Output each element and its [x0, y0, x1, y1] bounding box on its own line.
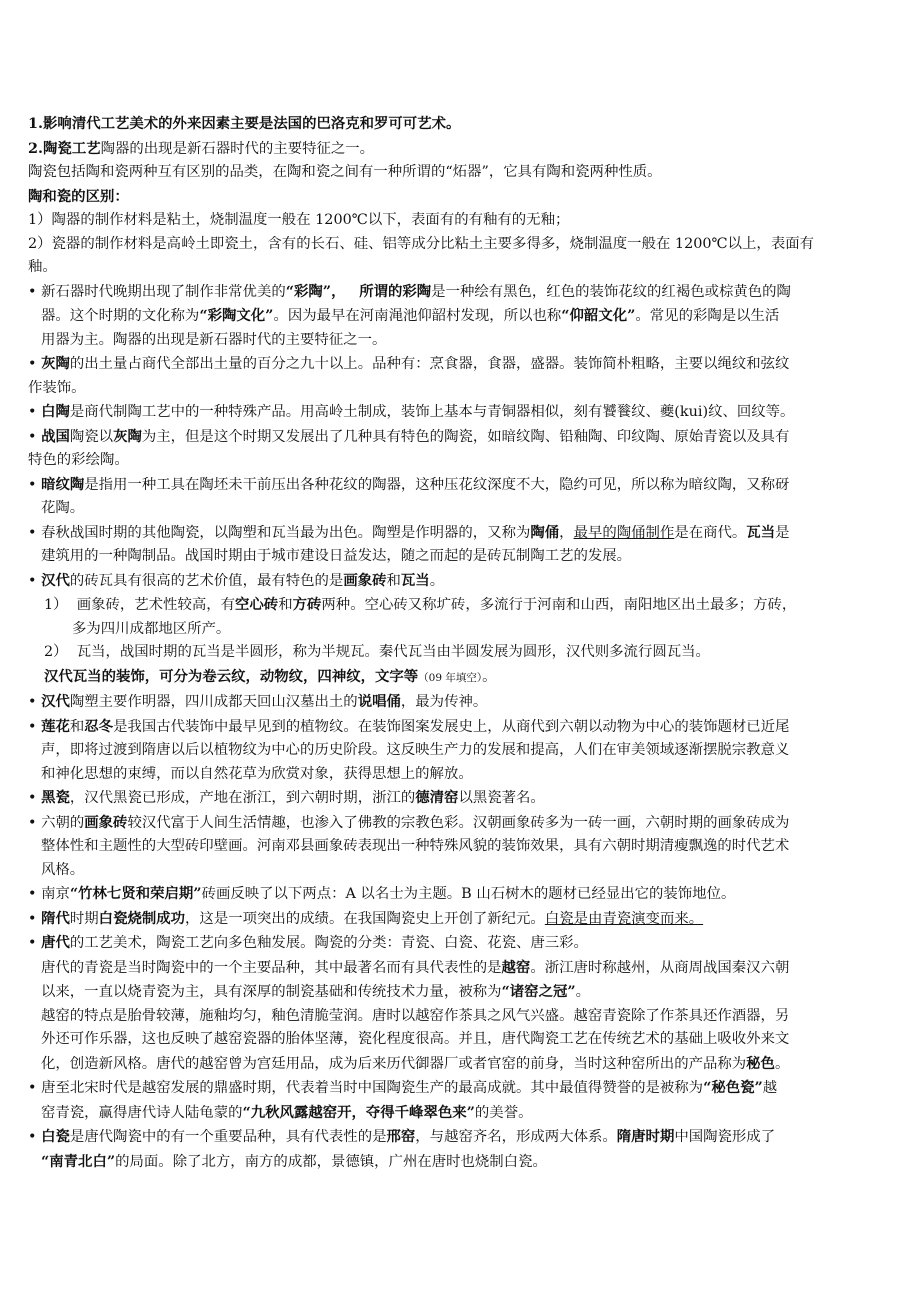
text-line-32 [28, 859, 890, 883]
bullet: • [28, 718, 37, 735]
text-line-43 [28, 1125, 890, 1150]
subheading: 陶和瓷的区别： [28, 187, 129, 205]
text-run: 。浙江唐时称越州，从商周战国秦汉六朝 [530, 959, 790, 976]
text-run: ，这是一项突出的成绩。在我国陶瓷史上开创了新纪元。 [185, 910, 545, 927]
text-line-28 [28, 763, 890, 787]
text-line-18 [28, 521, 890, 546]
text-line-22 [28, 618, 890, 642]
text-run: 中国陶瓷形成了 [674, 1129, 776, 1145]
bullet: • [28, 283, 37, 300]
bold-term: 灰陶 [41, 355, 70, 372]
bold-term: 黑瓷 [41, 789, 70, 806]
heading-text: 影响清代工艺美术的外来因素主要是法国的巴洛克和罗可可艺术。 [43, 115, 461, 132]
bold-term: 方砖 [292, 596, 322, 613]
text-run: 。常见的彩陶是以生活 [635, 308, 780, 324]
text-line-9 [28, 304, 890, 329]
bullet: • [28, 428, 37, 445]
bold-term: 空心砖 [235, 596, 279, 613]
text-line-37 [28, 980, 890, 1005]
bullet: • [28, 886, 37, 902]
text-run: 1）陶器的制作材料是粘土，烧制温度一般在 1200℃以下，表面有的有釉有的无釉； [28, 212, 570, 228]
text-run: 是在商代。 [674, 524, 747, 541]
text-line-11 [28, 352, 890, 377]
text-line-1 [28, 112, 890, 137]
text-line-44 [28, 1150, 890, 1175]
bullet: • [28, 694, 37, 710]
text-run: 和 [69, 718, 85, 735]
text-run: 砖画反映了以下两点：A 以名士为主题。B 山石树木的题材已经显出它的装饰地位。 [201, 886, 736, 902]
text-run: 外还可作乐器，这也反映了越窑瓷器的胎体坚薄，瓷化程度很高。并且，唐代陶瓷工艺在传统艺术的基础上吸收外来文 [41, 1031, 790, 1047]
text-line-29 [28, 786, 890, 811]
text-line-15 [28, 449, 890, 473]
text-run: 春秋战国时期的其他陶瓷，以陶塑和瓦当最为出色。陶塑是作明器的，又称为 [41, 524, 531, 541]
bold-term: 瓦当 [400, 571, 430, 589]
bold-term: 画象砖 [84, 813, 128, 831]
item-number: 1） [44, 597, 68, 613]
text-run: 陶器的出现是新石器时代的主要特征之一。 [100, 140, 375, 157]
text-run: 多为四川成都地区所产。 [72, 620, 231, 637]
bullet: • [28, 356, 37, 372]
text-line-12 [28, 377, 890, 401]
text-run: 六朝的 [41, 814, 85, 831]
bold-term: 汉代 [41, 693, 70, 710]
text-line-42 [28, 1101, 890, 1126]
text-run: 以来，一直以烧青瓷为主，具有深厚的制瓷基础和传统技术力量，被称为 [41, 984, 502, 1000]
text-line-5 [28, 209, 890, 233]
bullet: • [28, 910, 37, 927]
text-run: 特色的彩绘陶。 [28, 452, 129, 468]
bold-term: “九秋风露越窑开，夺得千峰翠色来” [242, 1103, 475, 1121]
bold-term: 隋代 [41, 909, 70, 927]
text-run: 用器为主。陶器的出现是新石器时代的主要特征之一。 [41, 331, 387, 348]
text-run: 花陶。 [41, 500, 85, 516]
text-run: 。 [429, 572, 445, 589]
text-line-6 [28, 233, 890, 257]
text-run: 陶塑主要作明器，四川成都天回山汉墓出土的 [69, 694, 358, 710]
text-run: 新石器时代晚期出现了制作非常优美的 [41, 283, 286, 300]
text-run: 越 [762, 1080, 778, 1096]
bullet: • [28, 814, 37, 831]
text-run: 的局面。除了北方，南方的成都，景德镇，广州在唐时也烧制白瓷。 [115, 1153, 547, 1170]
item-number: 1. [28, 115, 44, 132]
text-line-19 [28, 545, 890, 569]
text-line-24 [28, 665, 890, 691]
text-line-17 [28, 497, 890, 521]
text-line-40 [28, 1052, 890, 1077]
bullet: • [28, 572, 37, 589]
text-run: 的美誉。 [474, 1104, 533, 1121]
text-run: 的出土量占商代全部出土量的百分之九十以上。品种有：烹食器，食器，盛器。装饰简朴粗略，主要以绳纹和弦纹 [69, 356, 790, 372]
text-line-41 [28, 1076, 890, 1101]
bold-term: 邢窑 [386, 1128, 416, 1145]
text-run: 以黑瓷著名。 [458, 790, 545, 806]
text-run: 陶瓷以 [69, 428, 114, 445]
text-run: 画象砖，艺术性较高，有 [76, 597, 236, 613]
bold-term: “彩陶”， [285, 282, 346, 300]
text-run: 瓦当，战国时期的瓦当是半圆形，称为半规瓦。秦代瓦当由半圆发展为圆形，汉代则多流行圆瓦当。 [76, 644, 710, 660]
text-run: 声，即将过渡到隋唐以后以植物纹为中心的历史阶段。这反映生产力的发展和提高，人们在审美领域逐渐摆脱宗教意义 [41, 742, 790, 758]
text-line-27 [28, 739, 890, 763]
bold-term: 陶俑 [530, 523, 560, 541]
text-line-4 [28, 185, 890, 210]
text-line-34 [28, 907, 890, 932]
bold-term: 暗纹陶 [41, 475, 85, 493]
text-line-38 [28, 1005, 890, 1029]
underlined-text: 最早的陶俑制作 [573, 524, 675, 541]
text-line-23 [28, 641, 890, 665]
bold-term: 越窑 [501, 958, 531, 976]
bold-term: “秘色瓷” [703, 1079, 763, 1096]
text-run: ，与越窑齐名，形成两大体系。 [415, 1129, 617, 1145]
text-run: 唐代的青瓷是当时陶瓷中的一个主要品种，其中最著名而有具代表性的是 [41, 959, 502, 976]
bold-term: 战国 [41, 427, 70, 445]
text-line-21 [28, 593, 890, 618]
text-run: 釉。 [28, 259, 57, 275]
text-run: ，汉代黑瓷已形成，产地在浙江，到六朝时期，浙江的 [69, 790, 416, 806]
bullet: • [28, 1129, 37, 1145]
bold-term: 白瓷 [41, 1128, 70, 1145]
text-run: 是一种绘有黑色，红色的装饰花纹的红褐色或棕黄色的陶 [431, 283, 791, 300]
underlined-text: 白瓷是由青瓷演变而来。 [544, 910, 704, 927]
bold-term: 白瓷烧制成功 [98, 909, 186, 927]
text-line-10 [28, 329, 890, 353]
text-run: 是指用一种工具在陶坯未干前压出各种花纹的陶器，这种压花纹深度不大，隐约可见，所以称为暗纹陶，又称砑 [84, 476, 790, 493]
bold-term: “诸窑之冠” [501, 983, 576, 1000]
text-line-20 [28, 569, 890, 594]
exam-note: （09 年填空） [418, 671, 483, 684]
text-run: 两种。空心砖又称圹砖，多流行于河南和山西，南阳地区出土最多；方砖， [321, 597, 797, 613]
text-line-39 [28, 1028, 890, 1052]
text-line-30 [28, 811, 890, 836]
text-line-3 [28, 161, 890, 185]
bold-term: 忍冬 [84, 717, 114, 735]
text-run: 。 [774, 1055, 790, 1072]
text-run: 南京 [41, 886, 70, 902]
text-run: 是 [775, 524, 790, 541]
bold-term: 白陶 [41, 403, 70, 420]
text-run: 和 [278, 597, 293, 613]
text-run: 作装饰。 [28, 379, 86, 396]
text-line-31 [28, 835, 890, 859]
text-run: 的工艺美术，陶瓷工艺向多色釉发展。陶瓷的分类：青瓷、白瓷、花瓷、唐三彩。 [69, 935, 588, 951]
text-line-16 [28, 473, 890, 498]
text-line-13 [28, 400, 890, 425]
bold-term: 汉代瓦当的装饰，可分为卷云纹，动物纹，四神纹，文字等 [44, 667, 419, 685]
bullet: • [28, 1080, 37, 1096]
text-run: 。因为最早在河南渑池仰韶村发现，所以也称 [273, 308, 562, 324]
bold-term: 所谓的彩陶 [359, 282, 432, 300]
text-line-14 [28, 425, 890, 450]
item-number: 2. [28, 139, 44, 157]
text-run: 和神化思想的束缚，而以自然花草为欣赏对象，获得思想上的解放。 [41, 765, 473, 782]
bullet: • [28, 524, 37, 541]
text-run: 整体性和主题性的大型砖印壁画。河南邓县画象砖表现出一种特殊风貌的装饰效果，具有六朝时期清瘦飘逸的时代艺术 [41, 838, 790, 854]
bullet: • [28, 476, 37, 493]
text-run: 为主，但是这个时期又发展出了几种具有特色的陶瓷，如暗纹陶、铅釉陶、印纹陶、原始青瓷以及具有 [141, 428, 790, 445]
bullet: • [28, 790, 37, 806]
bold-term: 隋唐时期 [616, 1128, 675, 1145]
text-run: 2）瓷器的制作材料是高岭土即瓷土，含有的长石、硅、铝等成分比粘土主要多得多，烧制温度一般在 1200℃以上，表面有 [28, 235, 814, 252]
text-run: 时期 [69, 910, 99, 927]
text-run: ， [559, 524, 574, 541]
text-line-2 [28, 137, 890, 162]
bold-term: 瓦当 [746, 523, 776, 541]
text-run: 的砖瓦具有很高的艺术价值，最有特色的是 [69, 572, 344, 589]
text-line-35 [28, 931, 890, 956]
text-run: ，最为传神。 [400, 694, 488, 710]
bullet: • [28, 404, 37, 420]
bold-term: 说唱俑 [357, 693, 401, 710]
section-title: 陶瓷工艺 [43, 139, 101, 157]
text-line-26 [28, 715, 890, 740]
text-line-25 [28, 690, 890, 715]
text-run: 越窑的特点是胎骨较薄，施釉均匀，釉色清脆莹润。唐时以越窑作茶具之风气兴盛。越窑青瓷除了作茶具还作酒器，另 [41, 1007, 790, 1024]
bold-term: 画象砖 [343, 571, 387, 589]
text-line-8 [28, 280, 890, 305]
text-line-36 [28, 956, 890, 981]
bold-term: “仰韶文化” [561, 307, 636, 324]
bold-term: 德清窑 [415, 789, 459, 806]
text-run: 陶瓷包括陶和瓷两种互有区别的品类，在陶和瓷之间有一种所谓的“炻器”，它具有陶和瓷两种性质。 [28, 164, 662, 180]
text-run: 唐至北宋时代是越窑发展的鼎盛时期，代表着当时中国陶瓷生产的最高成就。其中最值得赞誉的是被称为 [41, 1080, 704, 1096]
bold-term: “竹林七贤和荣启期” [69, 885, 202, 902]
text-run: 器。这个时期的文化称为 [41, 308, 200, 324]
bold-term: 莲花 [41, 717, 70, 735]
text-run: 风格。 [41, 861, 85, 878]
bullet: • [28, 935, 37, 951]
text-line-7 [28, 256, 890, 280]
text-run: 较汉代富于人间生活情趣，也渗入了佛教的宗教色彩。汉朝画象砖多为一砖一画，六朝时期的画象砖成为 [127, 814, 790, 831]
bold-term: 灰陶 [113, 427, 142, 445]
text-run: 建筑用的一种陶制品。战国时期由于城市建设日益发达，随之而起的是砖瓦制陶工艺的发展。 [41, 548, 632, 564]
bold-term: 唐代 [41, 934, 70, 951]
text-run: 是我国古代装饰中最早见到的植物纹。在装饰图案发展史上，从商代到六朝以动物为中心的装饰题材已近尾 [113, 718, 790, 735]
text-line-33 [28, 882, 890, 907]
bold-term: “彩陶文化” [199, 307, 274, 324]
bold-term: 汉代 [41, 571, 70, 589]
bold-term: “南青北白” [41, 1152, 116, 1170]
bold-term: 秘色 [746, 1054, 775, 1072]
text-run: 。 [575, 984, 591, 1000]
document-body [28, 112, 890, 1174]
text-run: 是唐代陶瓷中的有一个重要品种，具有代表性的是 [69, 1129, 387, 1145]
text-run: 是商代制陶工艺中的一种特殊产品。用高岭土制成，装饰上基本与青铜器相似，刻有饕餮纹、夔(kui)纹、回纹等。 [69, 404, 795, 420]
text-run: 窑青瓷，赢得唐代诗人陆龟蒙的 [41, 1104, 243, 1121]
item-number: 2） [44, 644, 68, 660]
text-run: 化，创造新风格。唐代的越窑曾为宫廷用品，成为后来历代御器厂或者官窑的前身，当时这种窑所出的产品称为 [41, 1055, 747, 1072]
text-run: 和 [386, 572, 401, 589]
text-run: 。 [482, 668, 497, 685]
